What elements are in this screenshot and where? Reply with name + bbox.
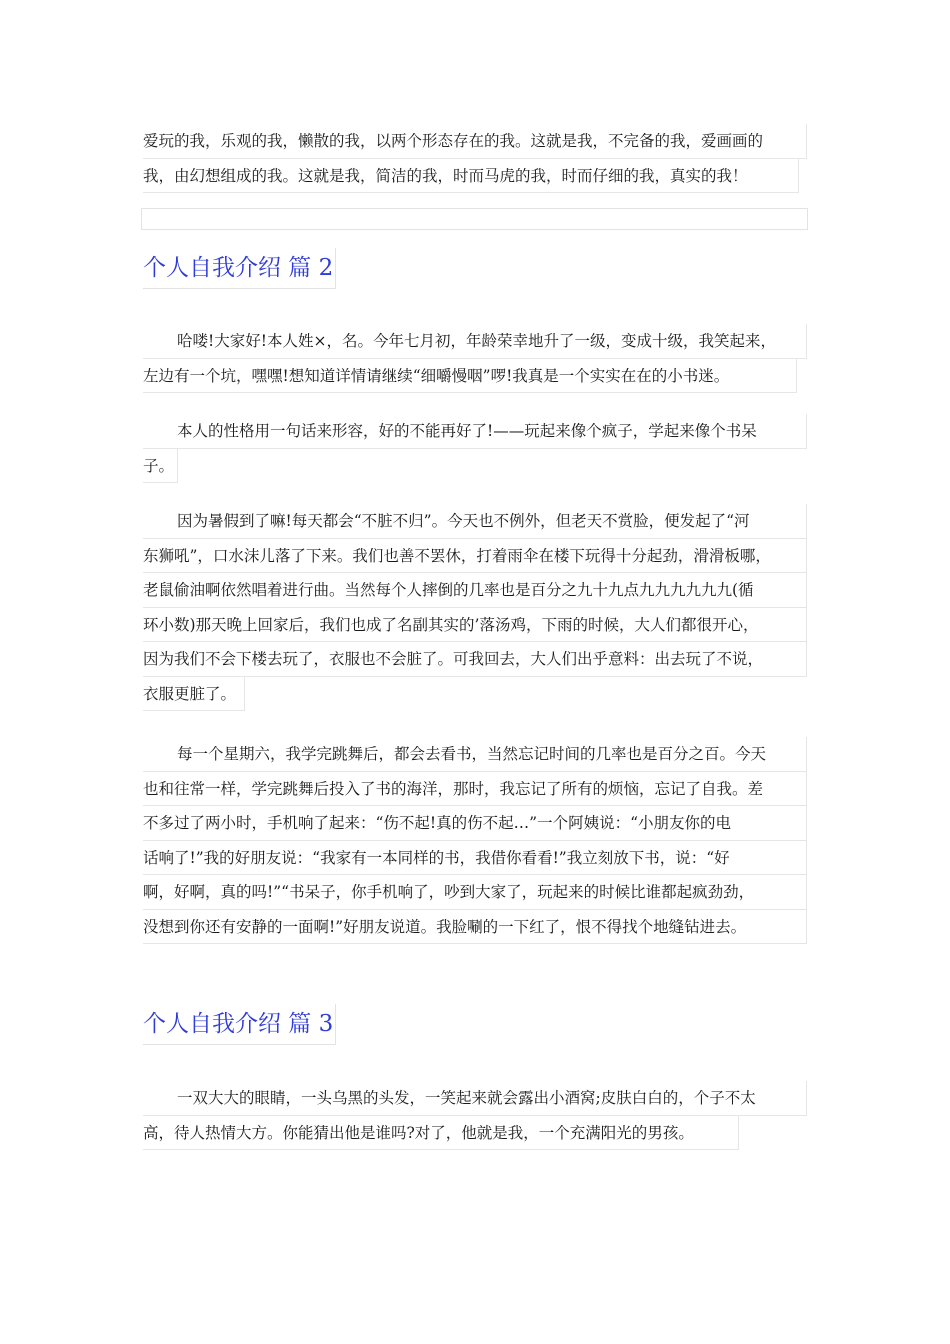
text-line: 不多过了两小时，手机响了起来：“伤不起!真的伤不起…”一个阿姨说：“小朋友你的电	[143, 806, 807, 841]
empty-text-box	[141, 208, 808, 230]
paragraph-intro-end	[143, 124, 807, 193]
text-line: 左边有一个坑，嘿嘿!想知道详情请继续“细嚼慢咽”啰!我真是一个实实在在的小书迷。	[143, 359, 797, 394]
text-line: 本人的性格用一句话来形容，好的不能再好了!——玩起来像个疯子，学起来像个书呆	[143, 414, 807, 449]
section-heading-3: 个人自我介绍 篇 3	[143, 1004, 336, 1045]
text-line: 话响了!”我的好朋友说：“我家有一本同样的书，我借你看看!”我立刻放下书，说：“好	[143, 841, 807, 876]
text-line: 因为暑假到了嘛!每天都会“不脏不归”。今天也不例外，但老天不赏脸，便发起了“河	[143, 504, 807, 539]
paragraph-2	[143, 414, 807, 483]
text-line: 一双大大的眼睛，一头乌黑的头发，一笑起来就会露出小酒窝;皮肤白白的，个子不太	[143, 1081, 807, 1116]
text-line: 高，待人热情大方。你能猜出他是谁吗?对了，他就是我，一个充满阳光的男孩。	[143, 1116, 739, 1151]
text-line: 老鼠偷油啊依然唱着进行曲。当然每个人摔倒的几率也是百分之九十九点九九九九九九(循	[143, 573, 807, 608]
paragraph-1	[143, 324, 807, 393]
text-line: 子。	[143, 449, 178, 484]
text-line: 东狮吼”，口水沫儿落了下来。我们也善不罢休，打着雨伞在楼下玩得十分起劲，滑滑板哪，	[143, 539, 807, 574]
section-heading-2: 个人自我介绍 篇 2	[143, 248, 336, 289]
text-line: 爱玩的我，乐观的我，懒散的我，以两个形态存在的我。这就是我，不完备的我，爱画画的	[143, 124, 807, 159]
text-line: 啊，好啊，真的吗!”“书呆子，你手机响了，吵到大家了，玩起来的时候比谁都起疯劲劲，	[143, 875, 807, 910]
paragraph-5	[143, 1081, 807, 1150]
text-line: 因为我们不会下楼去玩了，衣服也不会脏了。可我回去，大人们出乎意料：出去玩了不说，	[143, 642, 807, 677]
text-line: 衣服更脏了。	[143, 677, 245, 712]
paragraph-4	[143, 737, 807, 944]
text-line: 也和往常一样，学完跳舞后投入了书的海洋，那时，我忘记了所有的烦恼，忘记了自我。差	[143, 772, 807, 807]
text-line: 我，由幻想组成的我。这就是我，简洁的我，时而马虎的我，时而仔细的我，真实的我！	[143, 159, 799, 194]
text-line: 哈喽!大家好!本人姓×，名。今年七月初，年龄荣幸地升了一级，变成十级，我笑起来，	[143, 324, 807, 359]
text-line: 每一个星期六，我学完跳舞后，都会去看书，当然忘记时间的几率也是百分之百。今天	[143, 737, 807, 772]
text-line: 没想到你还有安静的一面啊!”好朋友说道。我脸唰的一下红了，恨不得找个地缝钻进去。	[143, 910, 807, 945]
text-line: 环小数)那天晚上回家后，我们也成了名副其实的’落汤鸡，下雨的时候，大人们都很开心，	[143, 608, 807, 643]
paragraph-3	[143, 504, 807, 711]
